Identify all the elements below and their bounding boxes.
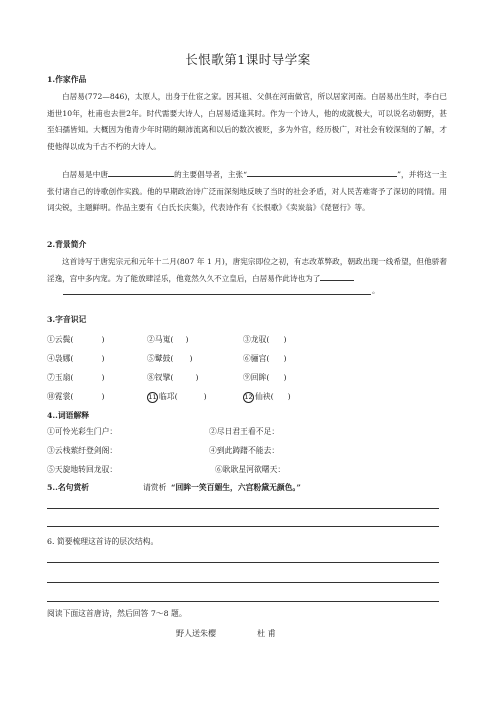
- pronunciation-item-2[interactable]: ②马嵬( ): [147, 335, 189, 344]
- circled-number-11: 11: [148, 392, 157, 401]
- author-paragraph: 白居易(772—846)，太原人，出身于仕宦之家。因其祖、父俱在河南做官，所以居家河南。白居易出生时，李白已逝世10年，杜甫也去世2年。时代需要大诗人，白居易适逢其时。作为一个诗人，他的成就极大，可以说名动朝野，甚至妇孺皆知。大概因为他青少年时期的颠沛流离和以后的数次被贬，多为外官，经历极广，对社会有较深刻的了解，才使他得以成为千古不朽的大诗人。: [47, 92, 447, 151]
- vocab-item-4[interactable]: ④到此踌躇不能去：: [209, 446, 280, 455]
- pronunciation-item-5[interactable]: ⑤鼙鼓( ): [147, 354, 193, 363]
- poem-author: 杜 甫: [257, 629, 276, 638]
- section-heading-background: 2.背景简介: [47, 240, 87, 249]
- vocab-item-3[interactable]: ③云栈萦纡登剑阁：: [47, 446, 118, 455]
- background-text: 这首诗写于唐宪宗元和元年十二月(807 年 1 月)，唐宪宗即位之初，有志改革弊政，朝政出现一线希望，但他骄奢淫逸，宫中多内宠。为了能放肆淫乐，他竟然久久不立皇后，白居易作此诗也为了: [47, 257, 447, 283]
- circled-number-12: 12: [244, 392, 253, 401]
- page-title: 长恨歌第1课时导学案: [185, 52, 311, 67]
- background-paragraph: [47, 254, 447, 287]
- para2-part-a: 白居易是中唐: [62, 170, 109, 179]
- answer-line-structure-2[interactable]: [47, 582, 439, 583]
- author-paragraph-2: [47, 167, 447, 217]
- reading-instructions: 阅读下面这首唐诗，然后回答 7～8 题。: [47, 609, 187, 618]
- para2-part-b: 的主要倡导者，主张“: [174, 170, 248, 179]
- vocab-item-6[interactable]: ⑥耿耿星河欲曙天：: [215, 465, 286, 474]
- pronunciation-item-9[interactable]: ⑨回眸( ): [243, 373, 287, 382]
- vocab-item-1[interactable]: ①可怜光彩生门户：: [47, 427, 118, 436]
- blank-purpose-1[interactable]: [320, 271, 354, 281]
- poem-title: 野人送朱樱: [176, 629, 216, 638]
- section-heading-author: 1.作家作品: [47, 75, 87, 84]
- section-heading-vocabulary: 4..词语解释: [47, 411, 90, 420]
- background-end-mark: 。: [372, 286, 380, 295]
- pronunciation-item-1[interactable]: ①云鬓( ): [47, 335, 105, 344]
- blank-school[interactable]: [108, 167, 174, 177]
- answer-line-structure-3[interactable]: [47, 601, 439, 602]
- section-heading-structure: 6. 简要梳理这首诗的层次结构。: [47, 537, 159, 546]
- pronunciation-item-8[interactable]: ⑧钗擘( ): [147, 373, 199, 382]
- answer-line-structure-1[interactable]: [47, 562, 439, 563]
- pronunciation-item-11[interactable]: 11 临邛( ): [148, 392, 207, 401]
- answer-line-quote-2[interactable]: [47, 526, 439, 527]
- pronunciation-item-3[interactable]: ③龙驭( ): [243, 335, 287, 344]
- blank-purpose-2[interactable]: [63, 294, 371, 295]
- quote-text: “回眸一笑百媚生，六宫粉黛无颜色。”: [171, 483, 301, 492]
- pronunciation-item-10[interactable]: ⑩霓裳( ): [47, 392, 105, 401]
- vocab-item-2[interactable]: ②尽日君王看不足：: [209, 427, 280, 436]
- para2-part-c: ”，并将这一主张付诸自己的诗歌创作实践。他的早期政治诗广泛而深刻地反映了当时的社会矛盾，对人民苦难寄予了深切的同情。用词尖锐，主题鲜明。作品主要有《白氏长庆集》，代表诗作有《长恨歌》《卖炭翁》《琵琶行》等。: [47, 170, 447, 212]
- section-heading-quote: 5..名句赏析: [47, 483, 90, 492]
- section-heading-pronunciation: 3.字音识记: [47, 315, 87, 324]
- answer-line-quote-1[interactable]: [47, 508, 439, 509]
- blank-claim[interactable]: [247, 167, 397, 177]
- pronunciation-item-6[interactable]: ⑥骊宫( ): [243, 354, 287, 363]
- quote-prompt: 请赏析: [143, 483, 167, 492]
- pronunciation-item-4[interactable]: ④袅娜( ): [47, 354, 105, 363]
- pronunciation-item-12[interactable]: 12 仙袂( ): [244, 392, 291, 401]
- poem-heading: [176, 628, 276, 639]
- pronunciation-item-7[interactable]: ⑦玉扇( ): [47, 373, 105, 382]
- vocab-item-5[interactable]: ⑤天旋地转回龙驭：: [47, 465, 118, 474]
